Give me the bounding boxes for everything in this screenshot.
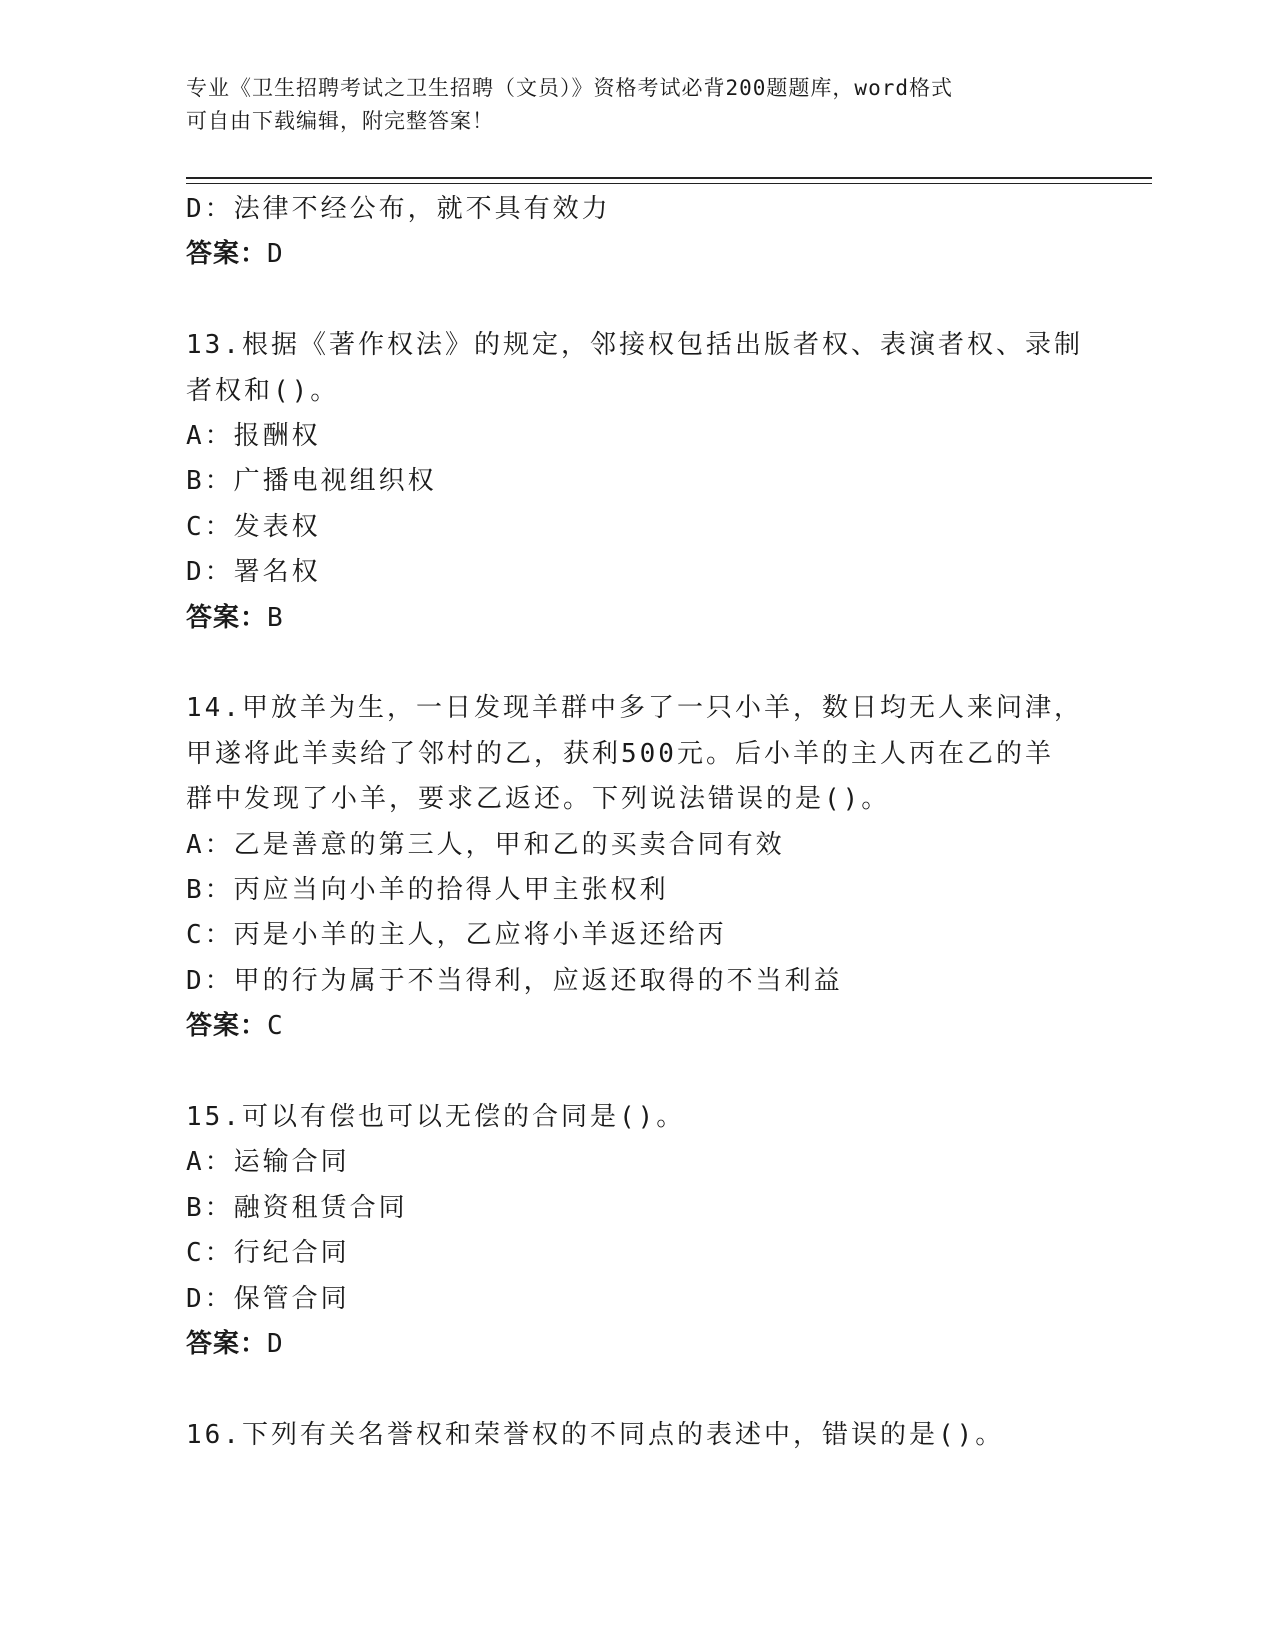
option-c: C：行纪合同 [186, 1238, 350, 1269]
answer-value: C [267, 1011, 284, 1042]
answer-value: D [267, 239, 284, 270]
question-text: 16.下列有关名誉权和荣誉权的不同点的表述中，错误的是()。 [186, 1419, 1005, 1450]
question-16 [186, 1413, 1086, 1458]
answer-label: 答案： [186, 1011, 268, 1042]
spacer [186, 1368, 1086, 1413]
question-text: 13.根据《著作权法》的规定，邻接权包括出版者权、表演者权、录制 [186, 330, 1083, 361]
answer-value: D [267, 1329, 284, 1360]
header-rule-thick [186, 177, 1152, 179]
spacer [186, 1050, 1086, 1095]
option-b: B：广播电视组织权 [186, 466, 437, 497]
answer-line [186, 232, 1086, 277]
option-d: D：甲的行为属于不当得利，应返还取得的不当利益 [186, 965, 843, 996]
question-text: 14.甲放羊为生，一日发现羊群中多了一只小羊，数日均无人来问津， [186, 693, 1083, 724]
question-text: 甲遂将此羊卖给了邻村的乙，获利500元。后小羊的主人丙在乙的羊 [186, 738, 1054, 769]
option-a: A：乙是善意的第三人，甲和乙的买卖合同有效 [186, 829, 785, 860]
answer-label: 答案： [186, 1329, 268, 1360]
page-header [186, 72, 1086, 138]
option-a: A：报酬权 [186, 421, 321, 452]
option-b: B：丙应当向小羊的拾得人甲主张权利 [186, 875, 669, 906]
option-d: D：法律不经公布，就不具有效力 [186, 194, 611, 224]
spacer [186, 278, 1086, 323]
header-rule-thin [186, 183, 1152, 184]
answer-line [186, 596, 1086, 641]
answer-label: 答案： [186, 602, 268, 633]
document-body [186, 187, 1086, 1458]
question-text: 15.可以有偿也可以无偿的合同是()。 [186, 1102, 686, 1133]
option-b: B：融资租赁合同 [186, 1192, 408, 1223]
option-d: D：署名权 [186, 557, 321, 588]
answer-value: B [267, 602, 284, 633]
question-text: 群中发现了小羊，要求乙返还。下列说法错误的是()。 [186, 784, 891, 815]
answer-line [186, 1322, 1086, 1367]
question-13 [186, 323, 1086, 641]
answer-label: 答案： [186, 239, 268, 270]
header-line-1: 专业《卫生招聘考试之卫生招聘（文员）》资格考试必背200题题库，word格式 [186, 76, 953, 100]
question-text: 者权和()。 [186, 375, 340, 406]
question-14 [186, 686, 1086, 1049]
option-c: C：丙是小羊的主人，乙应将小羊返还给丙 [186, 920, 727, 951]
previous-question-tail [186, 187, 1086, 278]
spacer [186, 641, 1086, 686]
option-a: A：运输合同 [186, 1147, 350, 1178]
option-c: C：发表权 [186, 511, 321, 542]
answer-line [186, 1004, 1086, 1049]
header-line-2: 可自由下载编辑，附完整答案！ [186, 109, 494, 133]
question-15 [186, 1095, 1086, 1367]
option-d: D：保管合同 [186, 1283, 350, 1314]
